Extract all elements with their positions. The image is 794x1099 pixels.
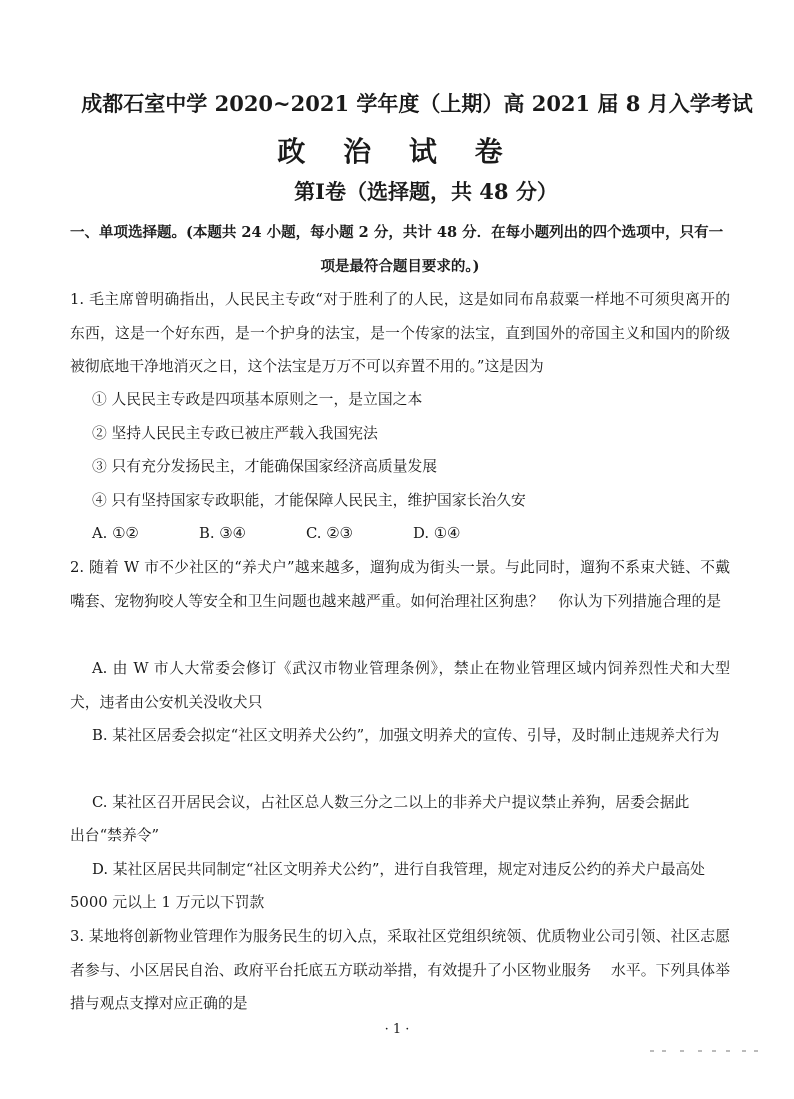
- choice-b: B. ③④: [199, 525, 246, 542]
- choice-a: A. ①②: [92, 525, 139, 542]
- question-2-option-c-line-1: C. 某社区召开居民会议，占社区总人数三分之二以上的非养犬户提议禁止养狗，居委会据此: [92, 794, 690, 811]
- section-line-2: 项是最符合题目要求的。): [320, 258, 480, 275]
- section-instructions: [70, 216, 730, 284]
- question-3-stem: 3. 某地将创新物业管理作为服务民生的切入点，采取社区党组织统领、优质物业公司引领、社区志愿者参与、小区居民自治、政府平台托底五方联动举措，有效提升了小区物业服务 水平。下列具体举措与观点支撑对应正确的是: [70, 928, 730, 1012]
- question-2-stem: 2. 随着 W 市不少社区的“养犬户”越来越多，遛狗成为街头一景。与此同时，遛狗不系束犬链、不戴嘴套、宠物狗咬人等安全和卫生问题也越来越严重。如何治理社区狗患？ 你认为下列措施合理的是: [70, 559, 730, 610]
- question-1-option-1: ① 人民民主专政是四项基本原则之一，是立国之本: [92, 391, 423, 408]
- section-line-1: 一、单项选择题。(本题共 24 小题，每小题 2 分，共计 48 分．在每小题列出的四个选项中，只有一: [70, 224, 724, 241]
- question-1-option-3: ③ 只有充分发扬民主，才能确保国家经济高质量发展: [92, 458, 438, 475]
- exam-title: 成都石室中学 2020~2021 学年度（上期）高 2021 届 8 月入学考试: [81, 91, 753, 116]
- question-2-option-a: A. 由 W 市人大常委会修订《武汉市物业管理条例》，禁止在物业管理区域内饲养烈性犬和大型犬，违者由公安机关没收犬只: [70, 660, 730, 711]
- part-title: 第Ⅰ卷（选择题，共 48 分）: [294, 179, 558, 204]
- question-1-option-2: ② 坚持人民民主专政已被庄严载入我国宪法: [92, 425, 378, 442]
- choice-d: D. ①④: [413, 525, 461, 542]
- question-1-choices: [92, 517, 520, 551]
- question-1-stem: 1. 毛主席曾明确指出，人民民主专政“对于胜利了的人民，这是如同布帛菽粟一样地不可须臾离开的东西，这是一个好东西，是一个护身的法宝，是一个传家的法宝，直到国外的帝国主义和国内的阶级被彻底地干净地消灭之日，这个法宝是万万不可以弃置不用的。”这是因为: [70, 291, 730, 375]
- choice-c: C. ②③: [306, 525, 353, 542]
- question-1-option-4: ④ 只有坚持国家专政职能，才能保障人民民主，维护国家长治久安: [92, 492, 526, 509]
- question-2-option-c-line-2: 出台“禁养令”: [70, 827, 160, 844]
- question-2-option-d-line-1: D. 某社区居民共同制定“社区文明养犬公约”，进行自我管理，规定对违反公约的养犬户最高处: [92, 861, 705, 878]
- watermark-mark: [650, 1044, 760, 1058]
- question-2-option-d-line-2: 5000 元以上 1 万元以下罚款: [70, 894, 265, 911]
- question-2-option-b: B. 某社区居委会拟定“社区文明养犬公约”，加强文明养犬的宣传、引导，及时制止违规养犬行为: [92, 727, 720, 744]
- page-number: · 1 ·: [384, 1022, 410, 1037]
- subject-title: 政 治 试 卷: [277, 135, 517, 168]
